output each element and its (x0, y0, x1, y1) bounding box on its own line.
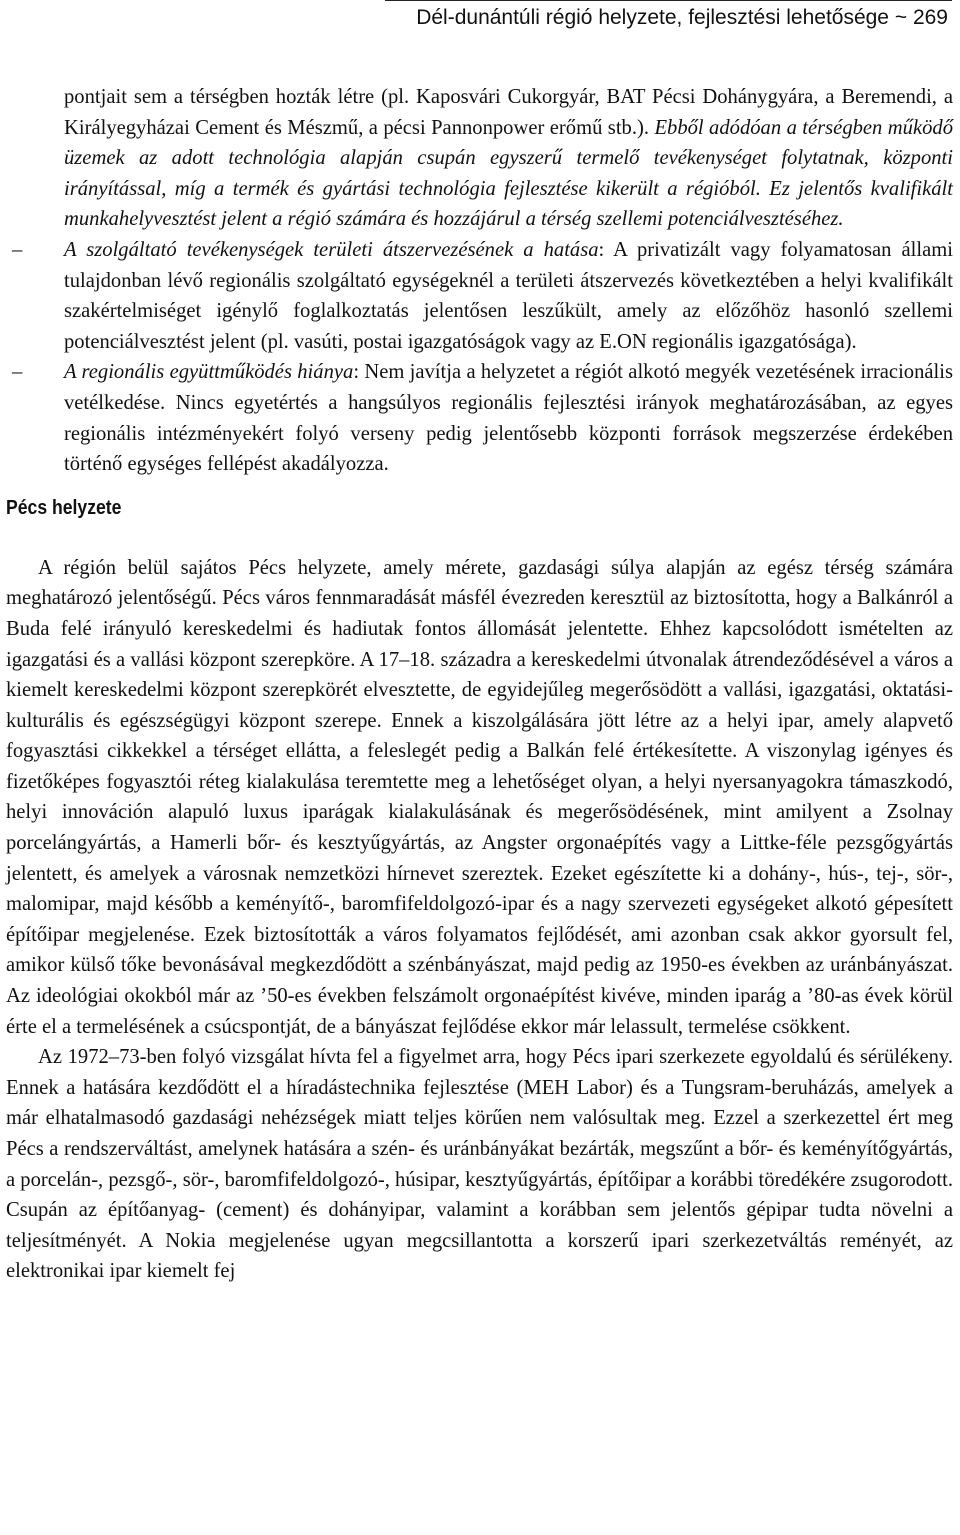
bullet-body: : A privatizált vagy folyamatosan állami tulajdonban lévő regionális szolgáltató egységeknél a területi átszervezés következtében a helyi kvalifikált szakértelmiséget igénylő foglalkoztatás jelentősen leszűkült, amely az előzőhöz hasonló szellemi potenciálvesztést jelent (pl. vasúti, postai igazgatóságok vagy az E.ON regionális igazgatósága). (64, 238, 953, 353)
bullet-dash: – (12, 238, 23, 261)
bullet-title: A szolgáltató tevékenységek területi átszervezésének a hatása (64, 238, 599, 261)
body-paragraph: A régión belül sajátos Pécs helyzete, amely mérete, gazdasági súlya alapján az egész térség számára meghatározó jelentőségű. Pécs város fennmaradását másfél évezreden keresztül az biztosította, hogy a Balkánról a Buda felé irányuló kereskedelmi és hadiutak fontos állomását jelentette. Ehhez kapcsolódott ismételten az igazgatási és a vallási központ szerepköre. A 17–18. századra a kereskedelmi útvonalak átrendeződésével a város a kiemelt kereskedelmi központ szerepkörét elvesztette, de egyidejűleg megerősödött a vallási, igazgatási, oktatási-kulturális és egészségügyi központ szerepe. Ennek a kiszolgálására jött létre az a helyi ipar, amely alapvető fogyasztási cikkekkel a térséget ellátta, a feleslegét pedig a Balkán felé értékesítette. A viszonylag igényes és fizetőképes fogyasztói réteg kialakulása teremtette meg a lehetőséget olyan, a helyi nyersanyagokra támaszkodó, helyi innováción alapuló luxus iparágak kialakulásának és megerősödésének, mint amilyent a Zsolnay porcelángyártás, a Hamerli bőr- és kesztyűgyártás, az Angster orgonaépítés vagy a Littke-féle pezsgőgyártás jelentett, és amelyek a városnak nemzetközi hírnevet szereztek. Ezeket egészítette ki a dohány-, hús-, tej-, sör-, malomipar, majd később a keményítő-, baromfifeldolgozó-ipar és a nagy szervezeti egységeket alkotó gépesített építőipar megjelenése. Ezek biztosították a város folyamatos fejlődését, ami azonban csak akkor gyorsult fel, amikor külső tőke bevonásával megkezdődött a szénbányászat, majd pedig az 1950-es években az uránbányászat. Az ideológiai okokból már az ’50-es években felszámolt orgonaépítést kivéve, minden iparág a ’80-as évek körül érte el a termelésének a csúcspontját, de a bányászat fejlődése ekkor már lelassult, termelése csökkent. (6, 556, 953, 1038)
header-rule (385, 0, 952, 1)
section-heading: Pécs helyzete (6, 496, 122, 519)
bullet-body: : Nem javítja a helyzetet a régiót alkotó megyék vezetésének irracionális vetélkedése. Nincs egyetértés a hangsúlyos regionális fejlesztési irányok meghatározásában, az egyes regionális intézményekért folyó verseny pedig jelentősebb központi források megszerzése érdekében történő egységes fellépést akadályozza. (64, 361, 953, 476)
bullet-item-regional-cooperation (6, 357, 953, 479)
page-body (6, 82, 953, 1287)
bullet-dash: – (12, 361, 23, 384)
page-number: 269 (912, 6, 948, 29)
bullet-title: A regionális együttműködés hiánya (64, 361, 354, 384)
intro-plain-text: pontjait sem a térségben hozták létre (pl. Kaposvári Cukorgyár, BAT Pécsi Dohánygyára, a Beremendi, a Királyegyházai Cement és Mészmű, a pécsi Pannonpower erőmű stb.). (64, 86, 953, 139)
intro-italic-text: Ebből adódóan a térségben működő üzemek az adott technológia alapján csupán egyszerű termelő tevékenységet folytatnak, központi irányítással, míg a termék és gyártási technológia fejlesztése kikerült a régióból. Ez jelentős kvalifikált munkahelyvesztést jelent a régió számára és hozzájárul a térség szellemi potenciálvesztéséhez. (64, 116, 953, 231)
bullet-item-service-reorganization (6, 235, 953, 357)
intro-paragraph (6, 82, 953, 235)
header-separator: ~ (894, 6, 908, 29)
running-title: Dél-dunántúli régió helyzete, fejlesztési lehetősége (416, 6, 889, 29)
body-paragraph: Az 1972–73-ben folyó vizsgálat hívta fel a figyelmet arra, hogy Pécs ipari szerkezete egyoldalú és sérülékeny. Ennek a hatására kezdődött el a híradástechnika fejlesztése (MEH Labor) és a Tungsram-beruházás, amelyek a már elhatalmasodó gazdasági nehézségek miatt teljes körűen nem valósultak meg. Ezzel a szerkezettel ért meg Pécs a rendszerváltást, amelynek hatására a szén- és uránbányákat bezárták, megszűnt a bőr- és keményítőgyártás, a porcelán-, pezsgő-, sör-, baromfifeldolgozó-, húsipar, kesztyűgyártás, építőipar a korábbi töredékére zsugorodott. Csupán az építőanyag- (cement) és dohányipar, valamint a korábban sem jelentős gépipar tudta növelni a teljesítményét. A Nokia megjelenése ugyan megcsillantotta a korszerű ipari szerkezetváltás reményét, az elektronikai ipar kiemelt fej (6, 1046, 953, 1283)
running-header (0, 0, 960, 40)
header-text (416, 6, 948, 30)
